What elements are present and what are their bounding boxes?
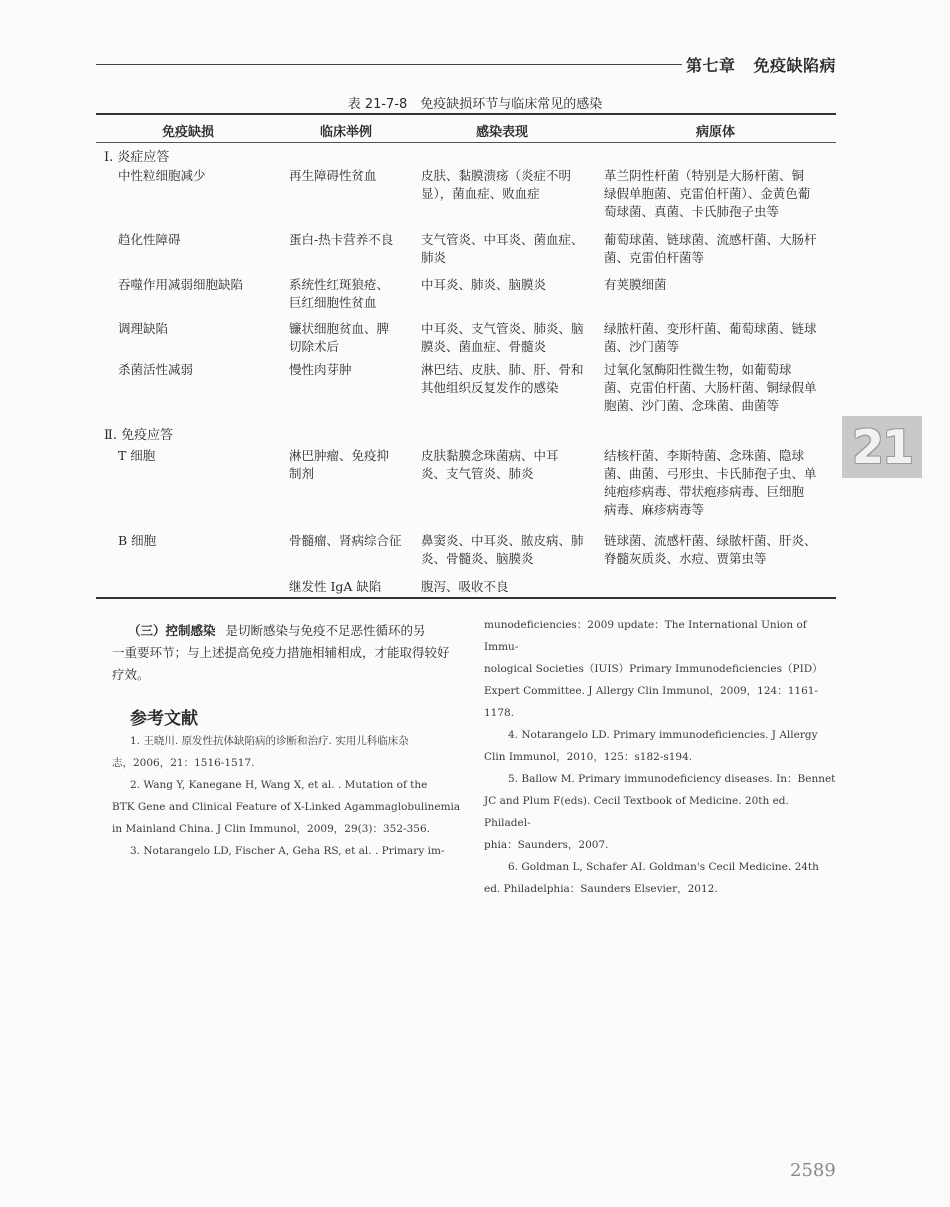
table-cell-deficit: B 细胞: [118, 533, 157, 548]
reference-line: Expert Committee. J Allergy Clin Immunol，2009，124：1161-1178.: [484, 685, 818, 719]
chapter-tab-number: 21: [851, 420, 912, 474]
table-cell-deficit: T 细胞: [118, 448, 156, 463]
column-header-infection: 感染表现: [476, 125, 529, 140]
table-cell-line: 镰状细胞贫血、脾: [289, 321, 390, 336]
table-cell-example: [289, 532, 419, 550]
chapter-number: 第七章: [686, 56, 736, 75]
column-header-example: 临床举例: [320, 125, 373, 140]
table-cell-line: 继发性 IgA 缺陷: [289, 579, 382, 594]
references-right-column: [484, 614, 836, 900]
section-heading-immune: Ⅱ. 免疫应答: [104, 428, 174, 443]
table-cell-example: [289, 447, 419, 483]
section-label: （三）控制感染: [128, 623, 216, 638]
body-paragraph: [112, 620, 462, 686]
table-cell-line: 菌、曲菌、弓形虫、卡氏肺孢子虫、单: [604, 466, 817, 481]
table-cell-pathogen: [604, 532, 844, 568]
table-cell-line: 鼻窦炎、中耳炎、脓皮病、肺: [421, 533, 584, 548]
table-cell-line: 其他组织反复发作的感染: [421, 380, 559, 395]
table-cell-infection: [421, 231, 601, 267]
reference-line: JC and Plum F(eds). Cecil Textbook of Medicine. 20th ed. Philadel-: [484, 795, 789, 829]
table-cell-line: 炎、支气管炎、肺炎: [421, 466, 534, 481]
table-cell-pathogen: [604, 231, 844, 267]
table-cell-example: [289, 361, 419, 379]
table-cell-example: [289, 167, 419, 185]
reference-line: 2. Wang Y, Kanegane H, Wang X, et al. . Mutation of the: [130, 779, 428, 791]
table-cell-infection: [421, 361, 601, 397]
table-cell-line: 淋巴肿瘤、免疫抑: [289, 448, 390, 463]
column-header-deficit: 免疫缺损: [162, 125, 215, 140]
table-cell-line: 链球菌、流感杆菌、绿脓杆菌、肝炎、: [604, 533, 817, 548]
table-cell-line: 系统性红斑狼疮、: [289, 277, 390, 292]
table-cell-infection: [421, 167, 601, 203]
table-cell-line: 脊髓灰质炎、水痘、贾第虫等: [604, 551, 767, 566]
table-cell-line: 结核杆菌、李斯特菌、念珠菌、隐球: [604, 448, 805, 463]
table-cell-line: 中耳炎、支气管炎、肺炎、脑: [421, 321, 584, 336]
table-cell-line: 革兰阴性杆菌（特别是大肠杆菌、铜: [604, 168, 805, 183]
table-cell-example: [289, 320, 419, 356]
table-cell-line: 慢性肉芽肿: [289, 362, 352, 377]
reference-line: 1. 王晓川. 原发性抗体缺陷病的诊断和治疗. 实用儿科临床杂: [130, 735, 409, 747]
column-header-pathogen: 病原体: [696, 125, 736, 140]
reference-line: 6. Goldman L, Schafer AI. Goldman's Cecil Medicine. 24th: [508, 861, 819, 873]
table-cell-line: 膜炎、菌血症、骨髓炎: [421, 339, 547, 354]
table-cell-deficit: 杀菌活性减弱: [118, 362, 194, 377]
table-cell-line: 蛋白-热卡营养不良: [289, 232, 394, 247]
paragraph-line: [112, 620, 462, 642]
table-cell-infection: [421, 447, 601, 483]
table-cell-infection: [421, 578, 601, 596]
table-cell-line: 巨红细胞性贫血: [289, 295, 377, 310]
table-cell-line: 菌、沙门菌等: [604, 339, 680, 354]
table-cell-line: 菌、克雷伯杆菌、大肠杆菌、铜绿假单: [604, 380, 817, 395]
table-cell-example: [289, 276, 419, 312]
table-cell-line: 中耳炎、肺炎、脑膜炎: [421, 277, 547, 292]
table-header-rule: [96, 142, 836, 143]
table-cell-line: 有荚膜细菌: [604, 277, 667, 292]
section-heading-inflammatory: Ⅰ. 炎症应答: [104, 150, 170, 165]
table-cell-line: 葡萄球菌、链球菌、流感杆菌、大肠杆: [604, 232, 817, 247]
table-cell-pathogen: [604, 447, 844, 519]
table-top-rule: [96, 113, 836, 115]
reference-line: nological Societies（IUIS）Primary Immunodeficiencies（PID）: [484, 663, 823, 675]
table-cell-line: 再生障碍性贫血: [289, 168, 377, 183]
table-cell-line: 病毒、麻疹病毒等: [604, 502, 705, 517]
table-cell-line: 炎、骨髓炎、脑膜炎: [421, 551, 534, 566]
reference-line: 3. Notarangelo LD, Fischer A, Geha RS, et al. . Primary im-: [130, 845, 445, 857]
references-left-column: [112, 730, 462, 862]
chapter-title: 免疫缺陷病: [753, 56, 837, 75]
table-cell-line: 皮肤、黏膜溃疡（炎症不明: [421, 168, 572, 183]
table-cell-infection: [421, 320, 601, 356]
reference-line: ed. Philadelphia：Saunders Elsevier，2012.: [484, 883, 718, 895]
table-cell-line: 腹泻、吸收不良: [421, 579, 509, 594]
reference-line: in Mainland China. J Clin Immunol，2009，29(3)：352-356.: [112, 823, 430, 835]
table-cell-deficit: 吞噬作用减弱细胞缺陷: [118, 277, 244, 292]
table-cell-deficit: 调理缺陷: [118, 321, 169, 336]
reference-line: phia：Saunders，2007.: [484, 839, 609, 851]
table-cell-infection: [421, 532, 601, 568]
table-cell-example: [289, 231, 419, 249]
table-cell-line: 菌、克雷伯杆菌等: [604, 250, 705, 265]
references-heading: 参考文献: [130, 709, 198, 729]
table-cell-example: [289, 578, 419, 596]
paragraph-text: 是切断感染与免疫不足恶性循环的另: [225, 623, 426, 638]
reference-line: 5. Ballow M. Primary immunodeficiency diseases. In：Bennet: [508, 773, 836, 785]
table-cell-pathogen: [604, 320, 844, 356]
reference-line: 志，2006，21：1516-1517.: [112, 757, 255, 769]
table-cell-pathogen: [604, 167, 844, 221]
page-number: 2589: [790, 1160, 836, 1181]
reference-line: munodeficiencies：2009 update：The International Union of Immu-: [484, 619, 807, 653]
table-cell-deficit: 趋化性障碍: [118, 232, 181, 247]
table-cell-infection: [421, 276, 601, 294]
table-cell-line: 显），菌血症、败血症: [421, 186, 540, 201]
table-cell-line: 骨髓瘤、肾病综合征: [289, 533, 402, 548]
table-cell-deficit: 中性粒细胞减少: [118, 168, 206, 183]
table-cell-line: 过氧化氢酶阳性微生物，如葡萄球: [604, 362, 792, 377]
table-cell-line: 肺炎: [421, 250, 447, 265]
reference-line: 4. Notarangelo LD. Primary immunodeficiencies. J Allergy: [508, 729, 818, 741]
table-cell-line: 制剂: [289, 466, 315, 481]
reference-line: Clin Immunol，2010，125：s182-s194.: [484, 751, 693, 763]
paragraph-line: 疗效。: [112, 667, 150, 682]
running-header: [686, 53, 836, 76]
table-cell-line: 纯疱疹病毒、带状疱疹病毒、巨细胞: [604, 484, 805, 499]
table-cell-line: 支气管炎、中耳炎、菌血症、: [421, 232, 584, 247]
chapter-side-tab: [842, 416, 922, 478]
paragraph-line: 一重要环节；与上述提高免疫力措施相辅相成，才能取得较好: [112, 645, 450, 660]
table-cell-line: 淋巴结、皮肤、肺、肝、骨和: [421, 362, 584, 377]
table-bottom-rule: [96, 597, 836, 599]
table-cell-line: 皮肤黏膜念珠菌病、中耳: [421, 448, 559, 463]
table-title: 表 21-7-8 免疫缺损环节与临床常见的感染: [347, 97, 603, 112]
table-cell-line: 萄球菌、真菌、卡氏肺孢子虫等: [604, 204, 780, 219]
reference-line: BTK Gene and Clinical Feature of X-Linked Agammaglobulinemia: [112, 801, 461, 813]
table-cell-line: 绿假单胞菌、克雷伯杆菌）、金黄色葡: [604, 186, 811, 201]
table-cell-line: 绿脓杆菌、变形杆菌、葡萄球菌、链球: [604, 321, 817, 336]
table-cell-line: 胞菌、沙门菌、念珠菌、曲菌等: [604, 398, 780, 413]
table-cell-line: 切除术后: [289, 339, 340, 354]
table-cell-pathogen: [604, 276, 844, 294]
header-rule: [96, 64, 682, 65]
table-cell-pathogen: [604, 361, 844, 415]
